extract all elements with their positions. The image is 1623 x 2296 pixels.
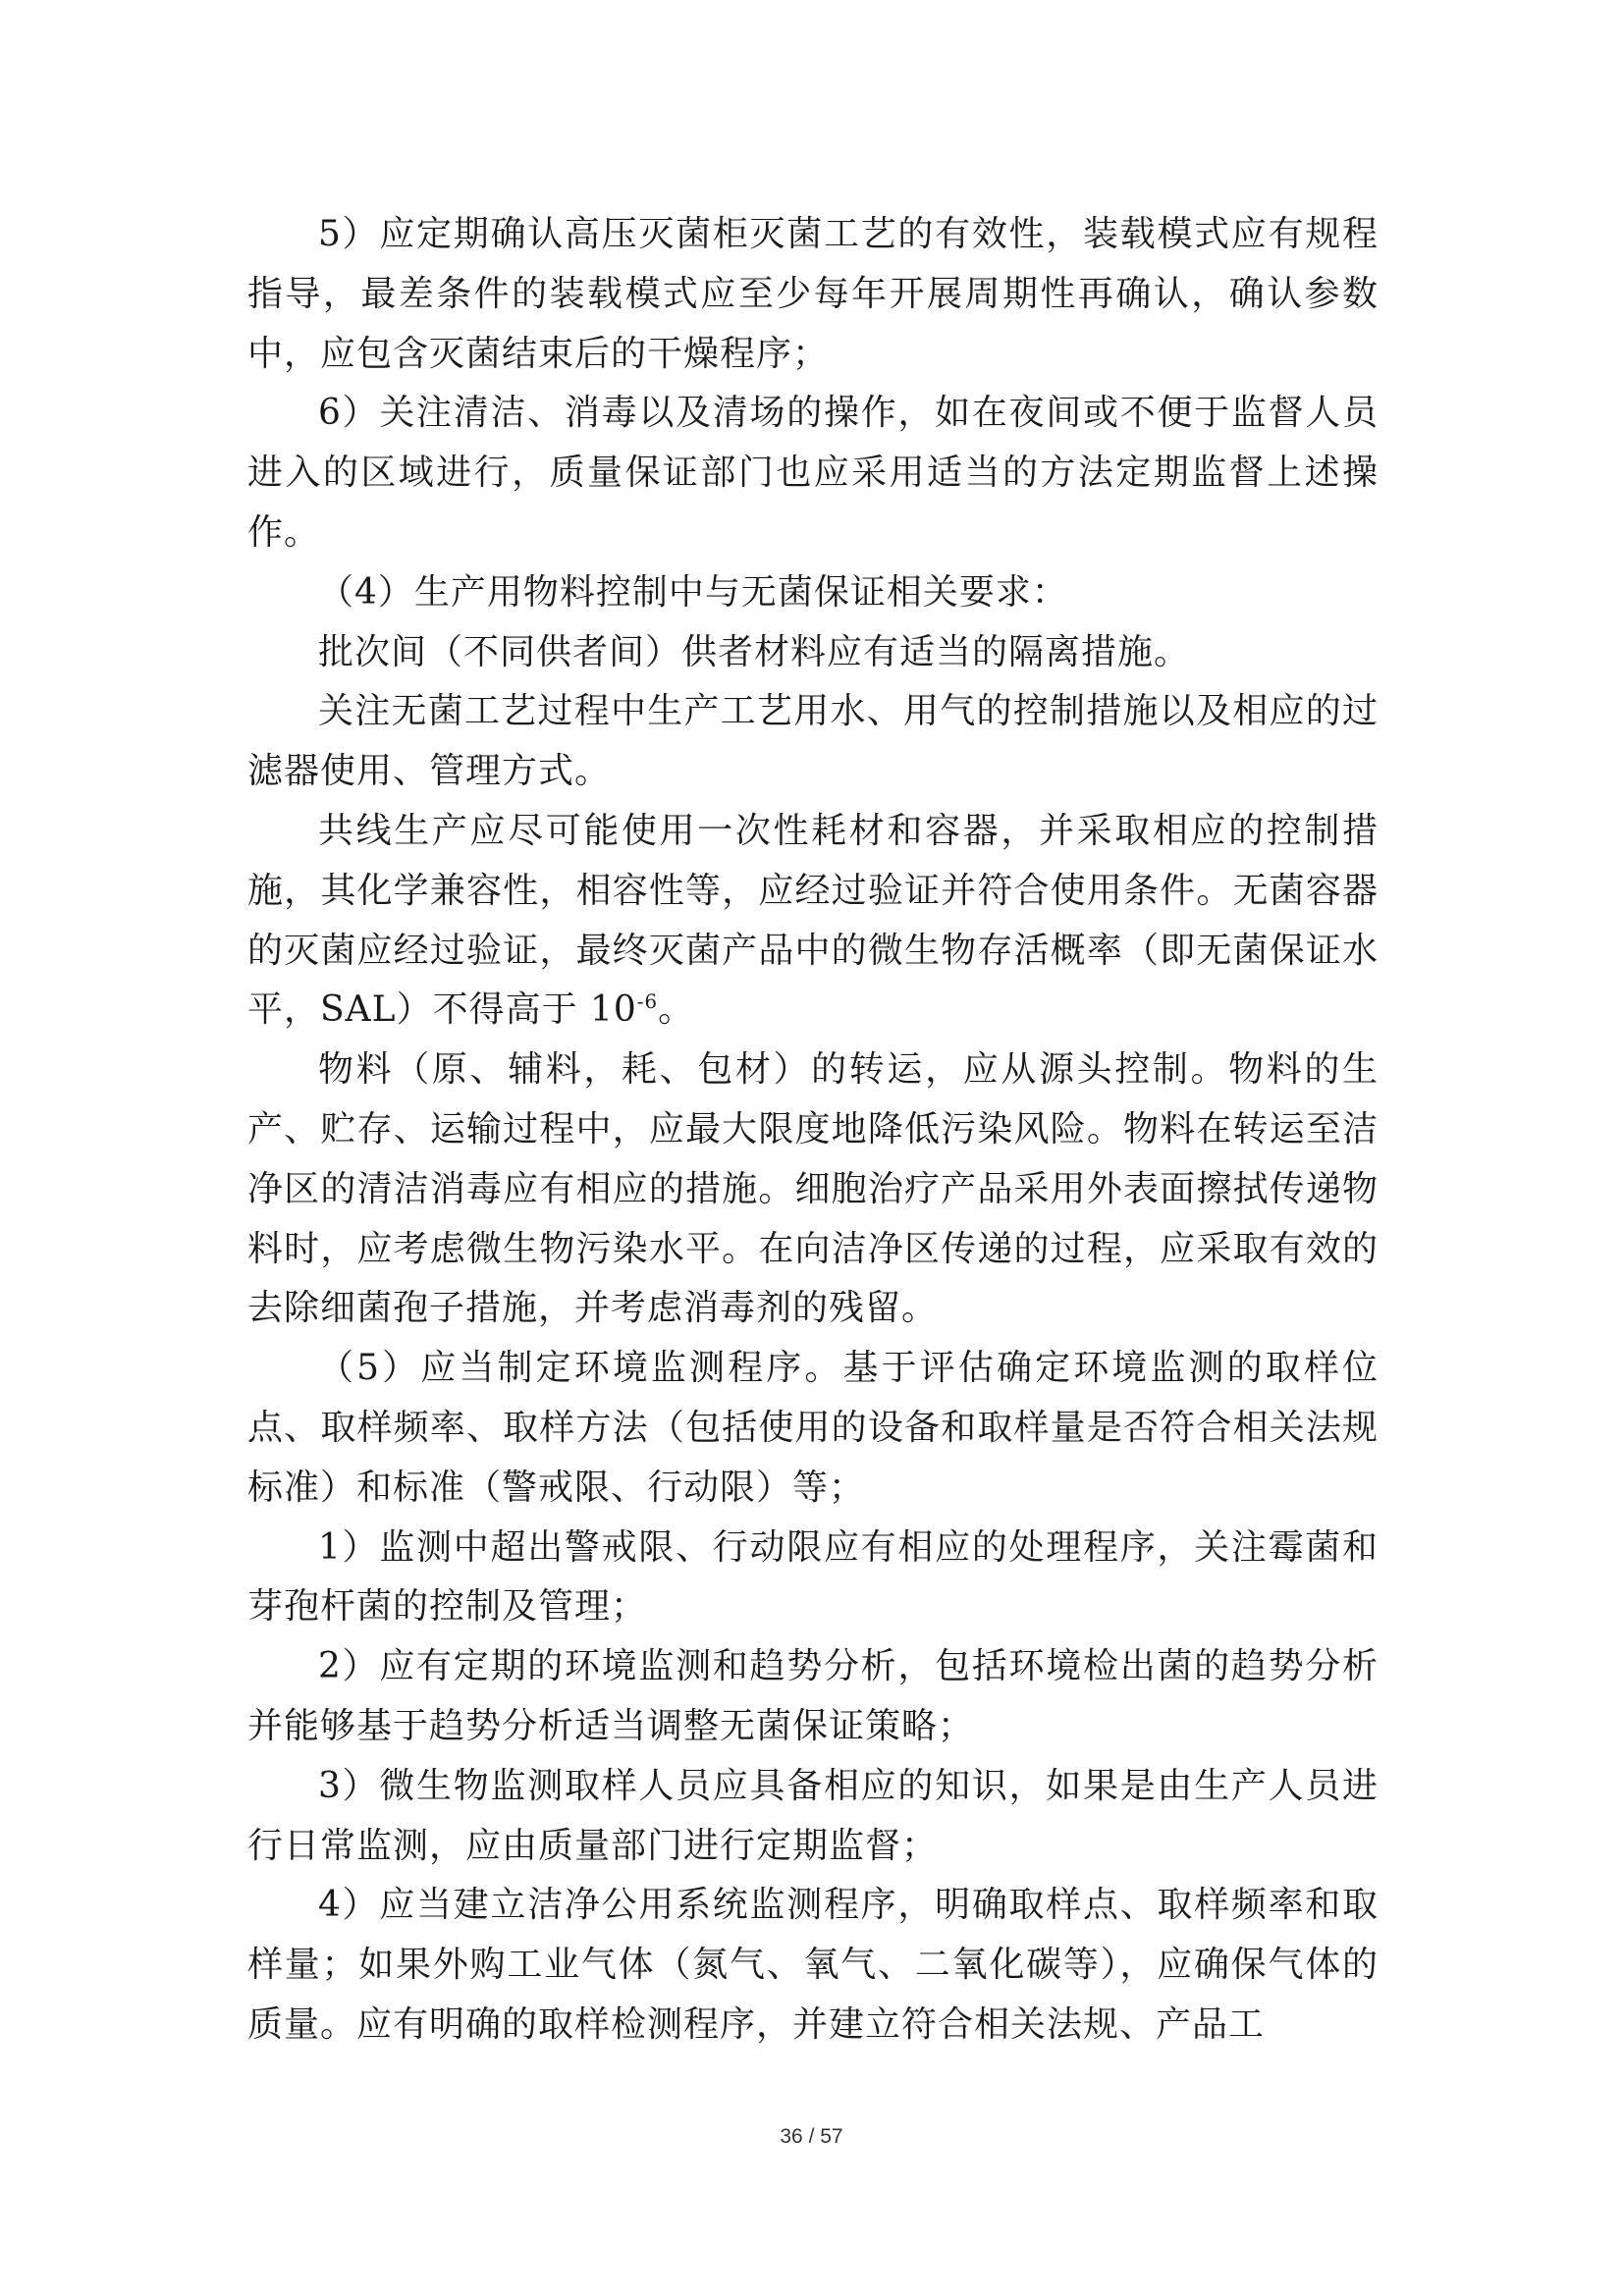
paragraph-water-gas-control: 关注无菌工艺过程中生产工艺用水、用气的控制措施以及相应的过滤器使用、管理方式。 [247,691,1379,792]
paragraph-single-use-consumables [247,802,1379,1041]
paragraph-material-transfer: 物料（原、辅料，耗、包材）的转运，应从源头控制。物料的生产、贮存、运输过程中，应最大限度地降低污染风险。物料在转运至洁净区的清洁消毒应有相应的措施。细胞治疗产品采用外表面擦拭传递物料时，应考虑微生物污染水平。在向洁净区传递的过程，应采取有效的去除细菌孢子措施，并考虑消毒剂的残留。 [247,1049,1379,1329]
sal-exponent: -6 [636,990,659,1014]
paragraph-trend-analysis: 2）应有定期的环境监测和趋势分析，包括环境检出菌的趋势分析并能够基于趋势分析适当调整无菌保证策略； [247,1646,1379,1746]
paragraph-utility-monitoring: 4）应当建立洁净公用系统监测程序，明确取样点、取样频率和取样量；如果外购工业气体（氮气、氧气、二氧化碳等），应确保气体的质量。应有明确的取样检测程序，并建立符合相关法规、产品工 [247,1885,1379,2045]
document-body [247,205,1379,2056]
paragraph-autoclave-validation: 5）应定期确认高压灭菌柜灭菌工艺的有效性，装载模式应有规程指导，最差条件的装载模式应至少每年开展周期性再确认，确认参数中，应包含灭菌结束后的干燥程序； [247,214,1379,374]
section-heading-material-control: （4）生产用物料控制中与无菌保证相关要求： [318,571,1068,613]
paragraph-cleaning-supervision: 6）关注清洁、消毒以及清场的操作，如在夜间或不便于监督人员进入的区域进行，质量保证部门也应采用适当的方法定期监督上述操作。 [247,393,1379,553]
paragraph-donor-isolation: 批次间（不同供者间）供者材料应有适当的隔离措施。 [318,631,1191,672]
page-number: 36 / 57 [780,2125,843,2148]
paragraph-excursion-handling: 1）监测中超出警戒限、行动限应有相应的处理程序，关注霉菌和芽孢杆菌的控制及管理； [247,1526,1379,1628]
section-heading-environment-monitoring: （5）应当制定环境监测程序。基于评估确定环境监测的取样位点、取样频率、取样方法（包括使用的设备和取样量是否符合相关法规标准）和标准（警戒限、行动限）等； [247,1348,1379,1508]
paragraph-single-use-text: 共线生产应尽可能使用一次性耗材和容器，并采取相应的控制措施，其化学兼容性，相容性等，应经过验证并符合使用条件。无菌容器的灭菌应经过验证，最终灭菌产品中的微生物存活概率（即无菌保证水平，SAL）不得高于 10 [247,810,1379,1031]
paragraph-sampling-personnel: 3）微生物监测取样人员应具备相应的知识，如果是由生产人员进行日常监测，应由质量部门进行定期监督； [247,1765,1379,1866]
sal-suffix: 。 [658,989,695,1031]
